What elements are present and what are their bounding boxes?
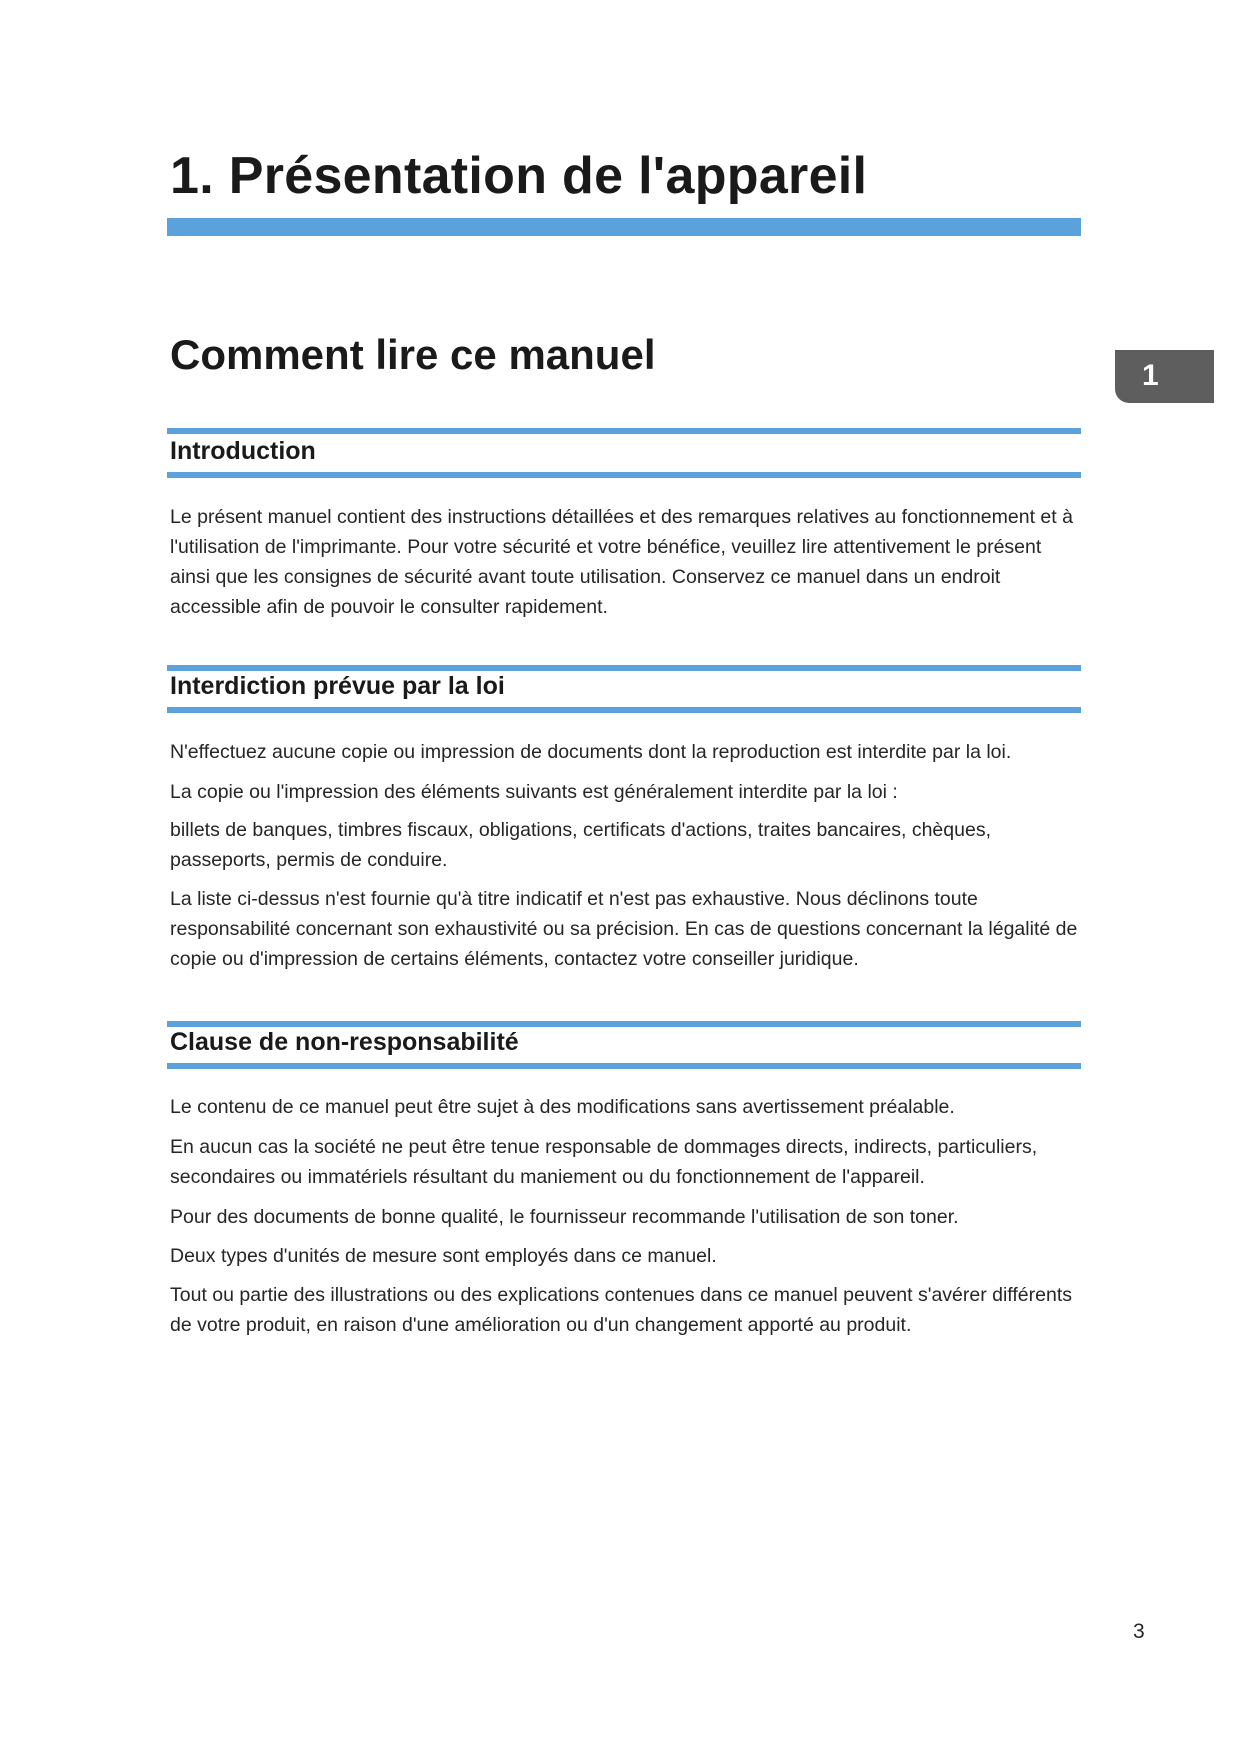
clause-heading: Clause de non-responsabilité (170, 1028, 519, 1056)
clause-paragraph-5: Tout ou partie des illustrations ou des explications contenues dans ce manuel peuvent s'avérer différents de votre produit, en raison d'une amélioration ou d'un changement apporté au produit. (170, 1284, 1072, 1336)
chapter-title-bar (167, 218, 1081, 236)
interdiction-paragraph-2: La copie ou l'impression des éléments suivants est généralement interdite par la loi : (170, 781, 898, 803)
chapter-title: 1. Présentation de l'appareil (170, 147, 868, 205)
introduction-heading: Introduction (170, 437, 316, 465)
interdiction-bottom-rule (167, 707, 1081, 713)
interdiction-heading: Interdiction prévue par la loi (170, 672, 505, 700)
interdiction-paragraph-4: La liste ci-dessus n'est fournie qu'à titre indicatif et n'est pas exhaustive. Nous déclinons toute responsabilité concernant son exhaustivité ou sa précision. En cas de questions concernant la légalité de copie ou d'impression de certains éléments, contactez votre conseiller juridique. (170, 888, 1078, 970)
clause-paragraph-1: Le contenu de ce manuel peut être sujet à des modifications sans avertissement préalable. (170, 1096, 955, 1118)
interdiction-paragraph-1: N'effectuez aucune copie ou impression de documents dont la reproduction est interdite par la loi. (170, 741, 1012, 763)
section-title: Comment lire ce manuel (170, 331, 656, 378)
introduction-top-rule (167, 428, 1081, 434)
chapter-tab (1115, 350, 1214, 403)
interdiction-paragraph-3: billets de banques, timbres fiscaux, obligations, certificats d'actions, traites bancaires, chèques, passeports, permis de conduire. (170, 819, 991, 871)
clause-paragraph-3: Pour des documents de bonne qualité, le fournisseur recommande l'utilisation de son toner. (170, 1206, 959, 1228)
chapter-tab-number: 1 (1142, 359, 1159, 392)
clause-paragraph-2: En aucun cas la société ne peut être tenue responsable de dommages directs, indirects, particuliers, secondaires ou immatériels résultant du maniement ou du fonctionnement de l'appareil. (170, 1136, 1038, 1188)
clause-bottom-rule (167, 1063, 1081, 1069)
clause-paragraph-4: Deux types d'unités de mesure sont employés dans ce manuel. (170, 1245, 717, 1267)
page-number: 3 (1133, 1620, 1145, 1643)
introduction-paragraph: Le présent manuel contient des instructions détaillées et des remarques relatives au fonctionnement et à l'utilisation de l'imprimante. Pour votre sécurité et votre bénéfice, veuillez lire attentivement le présent ainsi que les consignes de sécurité avant toute utilisation. Conservez ce manuel dans un endroit accessible afin de pouvoir le consulter rapidement. (170, 506, 1073, 618)
introduction-bottom-rule (167, 472, 1081, 478)
